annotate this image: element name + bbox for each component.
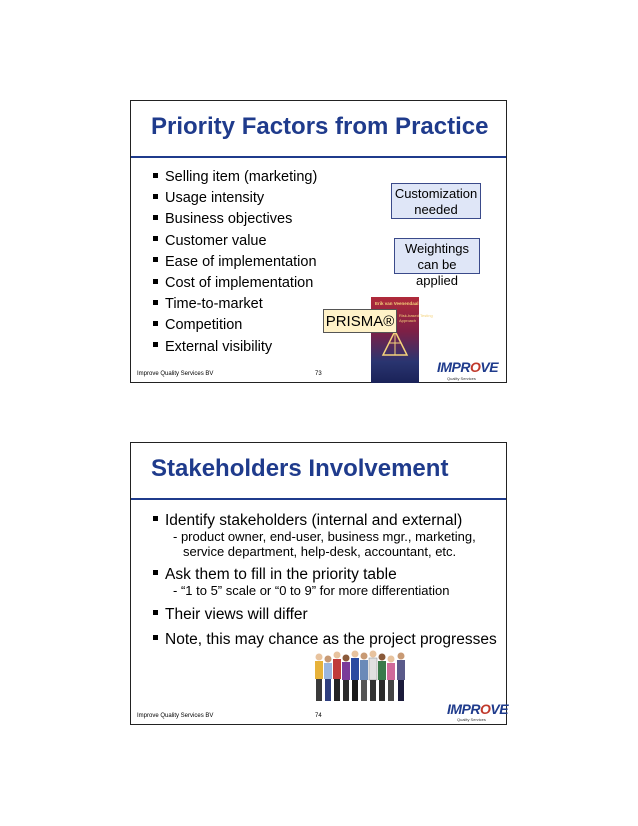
improve-logo — [447, 701, 508, 717]
footer-company: Improve Quality Services BV — [137, 713, 214, 719]
list-item-text: Cost of implementation — [165, 275, 314, 292]
slide-title: Stakeholders Involvement — [151, 455, 449, 482]
people-group-illustration — [313, 649, 409, 705]
improve-logo — [437, 359, 498, 375]
sub-item-text: - product owner, end-user, business mgr., marketing, — [173, 529, 476, 544]
list-item — [153, 188, 317, 209]
square-bullet-icon — [153, 300, 158, 305]
stakeholders-list — [153, 509, 497, 649]
list-item-text: Competition — [165, 317, 243, 334]
sub-item-text: - “1 to 5” scale or “0 to 9” for more differentiation — [173, 583, 450, 598]
list-item — [153, 167, 317, 188]
square-bullet-icon — [153, 516, 158, 521]
logo-accent: O — [470, 359, 481, 375]
list-item — [153, 337, 317, 358]
title-divider — [131, 156, 506, 158]
logo-text: VE — [480, 359, 499, 375]
list-item — [153, 294, 317, 315]
square-bullet-icon — [153, 635, 158, 640]
square-bullet-icon — [153, 173, 158, 178]
list-item-text: Time-to-market — [165, 296, 263, 313]
list-item — [153, 252, 317, 273]
list-item-text: External visibility — [165, 338, 273, 355]
square-bullet-icon — [153, 257, 158, 262]
list-item-text: Customer value — [165, 232, 267, 249]
list-item — [153, 315, 317, 336]
customization-callout: Customization needed — [391, 183, 481, 219]
slide-title: Priority Factors from Practice — [151, 113, 489, 140]
priority-factors-list — [153, 167, 317, 358]
title-divider — [131, 498, 506, 500]
list-item — [153, 511, 497, 530]
list-item — [153, 209, 317, 230]
list-item-text: Identify stakeholders (internal and external) — [165, 512, 463, 529]
square-bullet-icon — [153, 215, 158, 220]
book-subtitle — [399, 313, 433, 323]
list-item — [153, 605, 497, 624]
page-number: 73 — [315, 371, 322, 377]
square-bullet-icon — [153, 236, 158, 241]
list-item-text: Note, this may chance as the project progresses — [165, 630, 497, 648]
slide-74 — [130, 442, 507, 725]
prisma-label: PRISMA® — [323, 309, 397, 333]
logo-subtitle: Quality Services — [447, 376, 476, 381]
book-subtitle-line: Risk-based Testing — [399, 313, 433, 318]
logo-text: IMPR — [437, 359, 470, 375]
square-bullet-icon — [153, 321, 158, 326]
list-item-text: Ease of implementation — [165, 253, 317, 270]
square-bullet-icon — [153, 610, 158, 615]
logo-text: VE — [490, 701, 509, 717]
logo-accent: O — [480, 701, 491, 717]
book-author: Erik van Veenendaal — [375, 301, 419, 306]
footer-company: Improve Quality Services BV — [137, 371, 214, 377]
list-item — [153, 630, 497, 649]
sub-item — [173, 584, 497, 599]
list-item-text: Selling item (marketing) — [165, 169, 318, 185]
logo-text: IMPR — [447, 701, 480, 717]
logo-subtitle: Quality Services — [457, 717, 486, 722]
list-item-text: Business objectives — [165, 211, 293, 228]
book-subtitle-line: Approach — [399, 318, 417, 323]
square-bullet-icon — [153, 570, 158, 575]
square-bullet-icon — [153, 279, 158, 284]
list-item-text: Their views will differ — [165, 605, 308, 623]
square-bullet-icon — [153, 194, 158, 199]
slide-73 — [130, 100, 507, 383]
sub-item-text: service department, help-desk, accountant, etc. — [183, 543, 457, 559]
weightings-callout: Weightings can be applied — [394, 238, 480, 274]
square-bullet-icon — [153, 342, 158, 347]
list-item — [153, 565, 497, 584]
list-item-text: Usage intensity — [165, 190, 265, 207]
list-item — [153, 231, 317, 252]
list-item-text: Ask them to fill in the priority table — [165, 566, 397, 583]
page-number: 74 — [315, 713, 322, 719]
sub-item — [173, 530, 497, 559]
list-item — [153, 273, 317, 294]
